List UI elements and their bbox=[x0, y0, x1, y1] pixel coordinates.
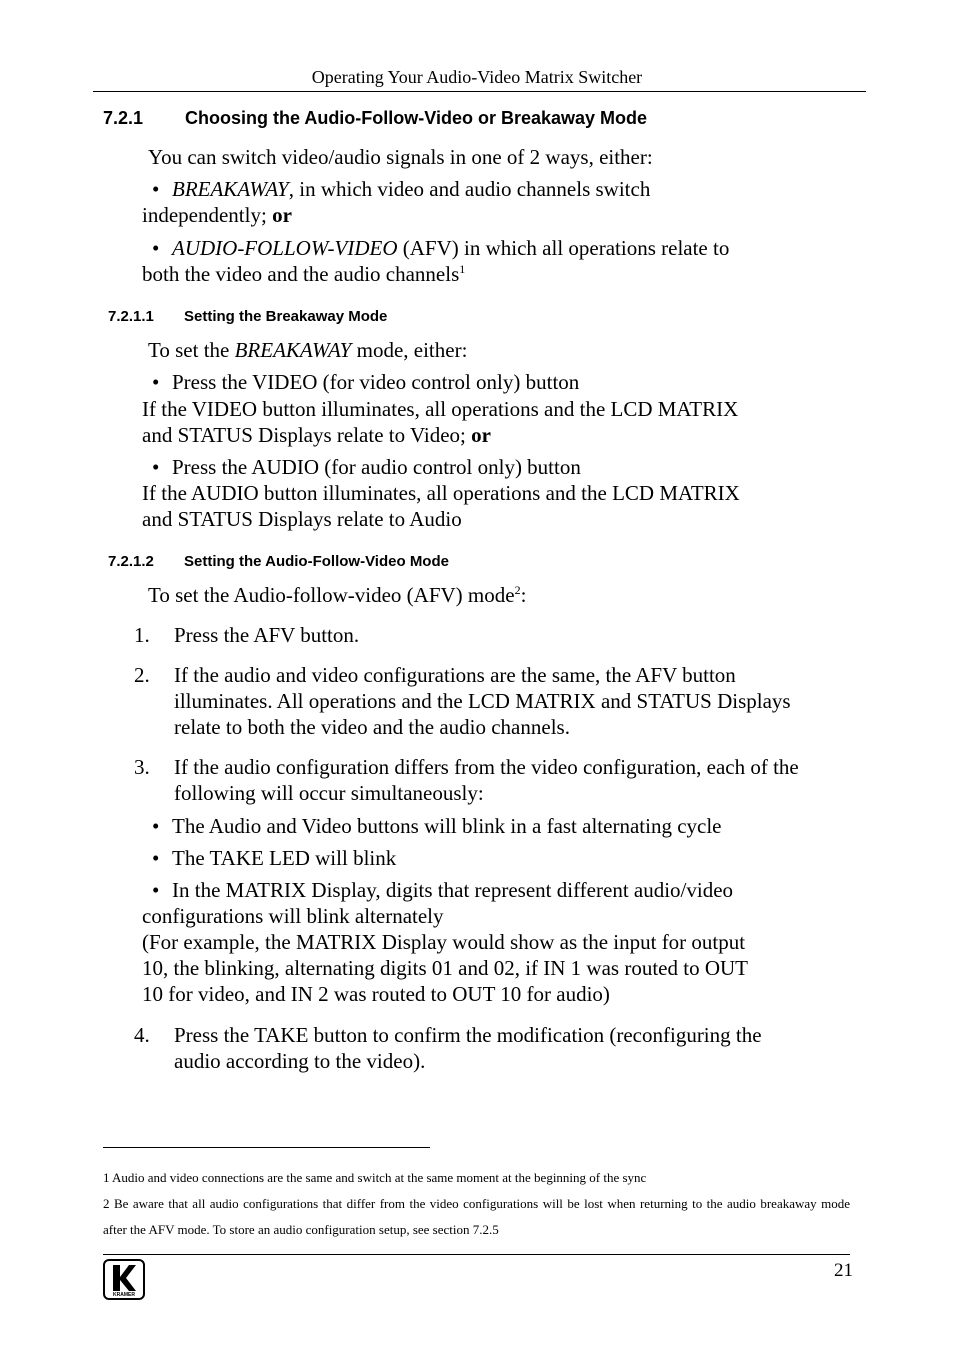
subsection-title: Setting the Breakaway Mode bbox=[184, 308, 388, 325]
example-line: 10 for video, and IN 2 was routed to OUT 10 for audio) bbox=[142, 982, 610, 1006]
bullet-icon: • bbox=[152, 177, 160, 201]
step-number: 4. bbox=[134, 1023, 150, 1047]
bullet-text: Press the AUDIO (for audio control only) button bbox=[172, 455, 581, 479]
bullet-icon: • bbox=[152, 455, 160, 479]
subsection-number: 7.2.1.2 bbox=[108, 553, 154, 570]
kramer-logo-icon bbox=[103, 1259, 145, 1300]
bullet-icon: • bbox=[152, 814, 160, 838]
afv-intro: To set the Audio-follow-video (AFV) mode$^2$: bbox=[148, 583, 527, 607]
breakaway-intro: To set the BREAKAWAY mode, either: bbox=[148, 338, 468, 362]
breakaway-emphasis: BREAKAWAY bbox=[234, 338, 352, 362]
step-text: Press the AFV button. bbox=[174, 623, 360, 647]
bullet-continuation: configurations will blink alternately bbox=[142, 904, 444, 928]
step-number: 2. bbox=[134, 663, 150, 687]
subsection-heading-afv bbox=[108, 552, 449, 572]
sub-bullet-matrix-display bbox=[142, 877, 862, 1007]
bullet-icon: • bbox=[152, 236, 160, 260]
running-header: Operating Your Audio-Video Matrix Switcher bbox=[311, 67, 643, 87]
subsection-title: Setting the Audio-Follow-Video Mode bbox=[184, 553, 449, 570]
bullet-breakaway bbox=[142, 176, 862, 228]
kramer-logo-glyph bbox=[105, 1261, 143, 1298]
paragraph-or: or bbox=[471, 423, 491, 447]
bullet-text: The TAKE LED will blink bbox=[172, 846, 397, 870]
bullet-emphasis: BREAKAWAY bbox=[172, 177, 289, 201]
header-rule bbox=[93, 91, 866, 92]
footnote-ref-2[interactable]: 2 bbox=[514, 583, 521, 597]
section-number: 7.2.1 bbox=[103, 108, 144, 128]
bullet-continuation: independently; bbox=[142, 203, 273, 227]
sub-bullet-take-led bbox=[142, 845, 862, 871]
step-text: If the audio configuration differs from the video configuration, each of the following will occur simultaneously: bbox=[174, 755, 799, 805]
bullet-icon: • bbox=[152, 846, 160, 870]
section-intro: You can switch video/audio signals in one of 2 ways, either: bbox=[148, 145, 653, 169]
bullet-text: , in which video and audio channels switch bbox=[288, 177, 651, 201]
bullet-icon: • bbox=[152, 370, 160, 394]
footnote-rule bbox=[103, 1147, 430, 1148]
bullet-text: In the MATRIX Display, digits that represent different audio/video bbox=[172, 878, 734, 902]
step-number: 1. bbox=[134, 623, 150, 647]
section-heading bbox=[103, 107, 647, 129]
subsection-number: 7.2.1.1 bbox=[108, 308, 154, 325]
bullet-continuation: both the video and the audio channels bbox=[142, 262, 460, 286]
step-text: Press the TAKE button to confirm the modification (reconfiguring the audio according to the video). bbox=[174, 1023, 762, 1073]
example-line: (For example, the MATRIX Display would show as the input for output bbox=[142, 930, 746, 954]
example-line: 10, the blinking, alternating digits 01 and 02, if IN 1 was routed to OUT bbox=[142, 956, 748, 980]
step-3 bbox=[134, 754, 858, 806]
video-paragraph: If the VIDEO button illuminates, all operations and the LCD MATRIX and STATUS Displays relate to Video; or bbox=[142, 397, 739, 447]
bullet-afv bbox=[142, 235, 862, 287]
step-1 bbox=[134, 622, 858, 648]
step-2 bbox=[134, 662, 858, 740]
footnote-ref-1[interactable]: 1 bbox=[459, 262, 466, 276]
step-number: 3. bbox=[134, 755, 150, 779]
footer-rule bbox=[103, 1254, 850, 1255]
bullet-icon: • bbox=[152, 878, 160, 902]
footnote-1: 1 Audio and video connections are the same and switch at the same moment at the beginning of the sync bbox=[103, 1170, 647, 1185]
logo-text: KRAMER bbox=[113, 1292, 135, 1298]
step-text: If the audio and video configurations are the same, the AFV button illuminates. All operations and the LCD MATRIX and STATUS Displays relate to both the video and the audio channels. bbox=[174, 663, 791, 739]
bullet-or: or bbox=[272, 203, 292, 227]
audio-paragraph: If the AUDIO button illuminates, all operations and the LCD MATRIX and STATUS Displays relate to Audio bbox=[142, 481, 740, 531]
bullet-text: (AFV) in which all operations relate to bbox=[397, 236, 730, 260]
sub-bullet-blink-buttons bbox=[142, 813, 862, 839]
page-number: 21 bbox=[834, 1260, 853, 1281]
subsection-heading-breakaway bbox=[108, 307, 387, 327]
bullet-audio bbox=[142, 454, 862, 480]
step-4 bbox=[134, 1022, 858, 1074]
section-title: Choosing the Audio-Follow-Video or Breakaway Mode bbox=[185, 108, 648, 128]
bullet-text: Press the VIDEO (for video control only) button bbox=[172, 370, 580, 394]
bullet-emphasis: AUDIO-FOLLOW-VIDEO bbox=[172, 236, 398, 260]
bullet-text: The Audio and Video buttons will blink in a fast alternating cycle bbox=[172, 814, 722, 838]
footnote-2: 2 Be aware that all audio configurations that differ from the video configurations will be lost when returning to the audio breakaway mode after the AFV mode. To store an audio configuration setup, see section 7.2.5 bbox=[103, 1196, 850, 1237]
bullet-video bbox=[142, 369, 862, 395]
